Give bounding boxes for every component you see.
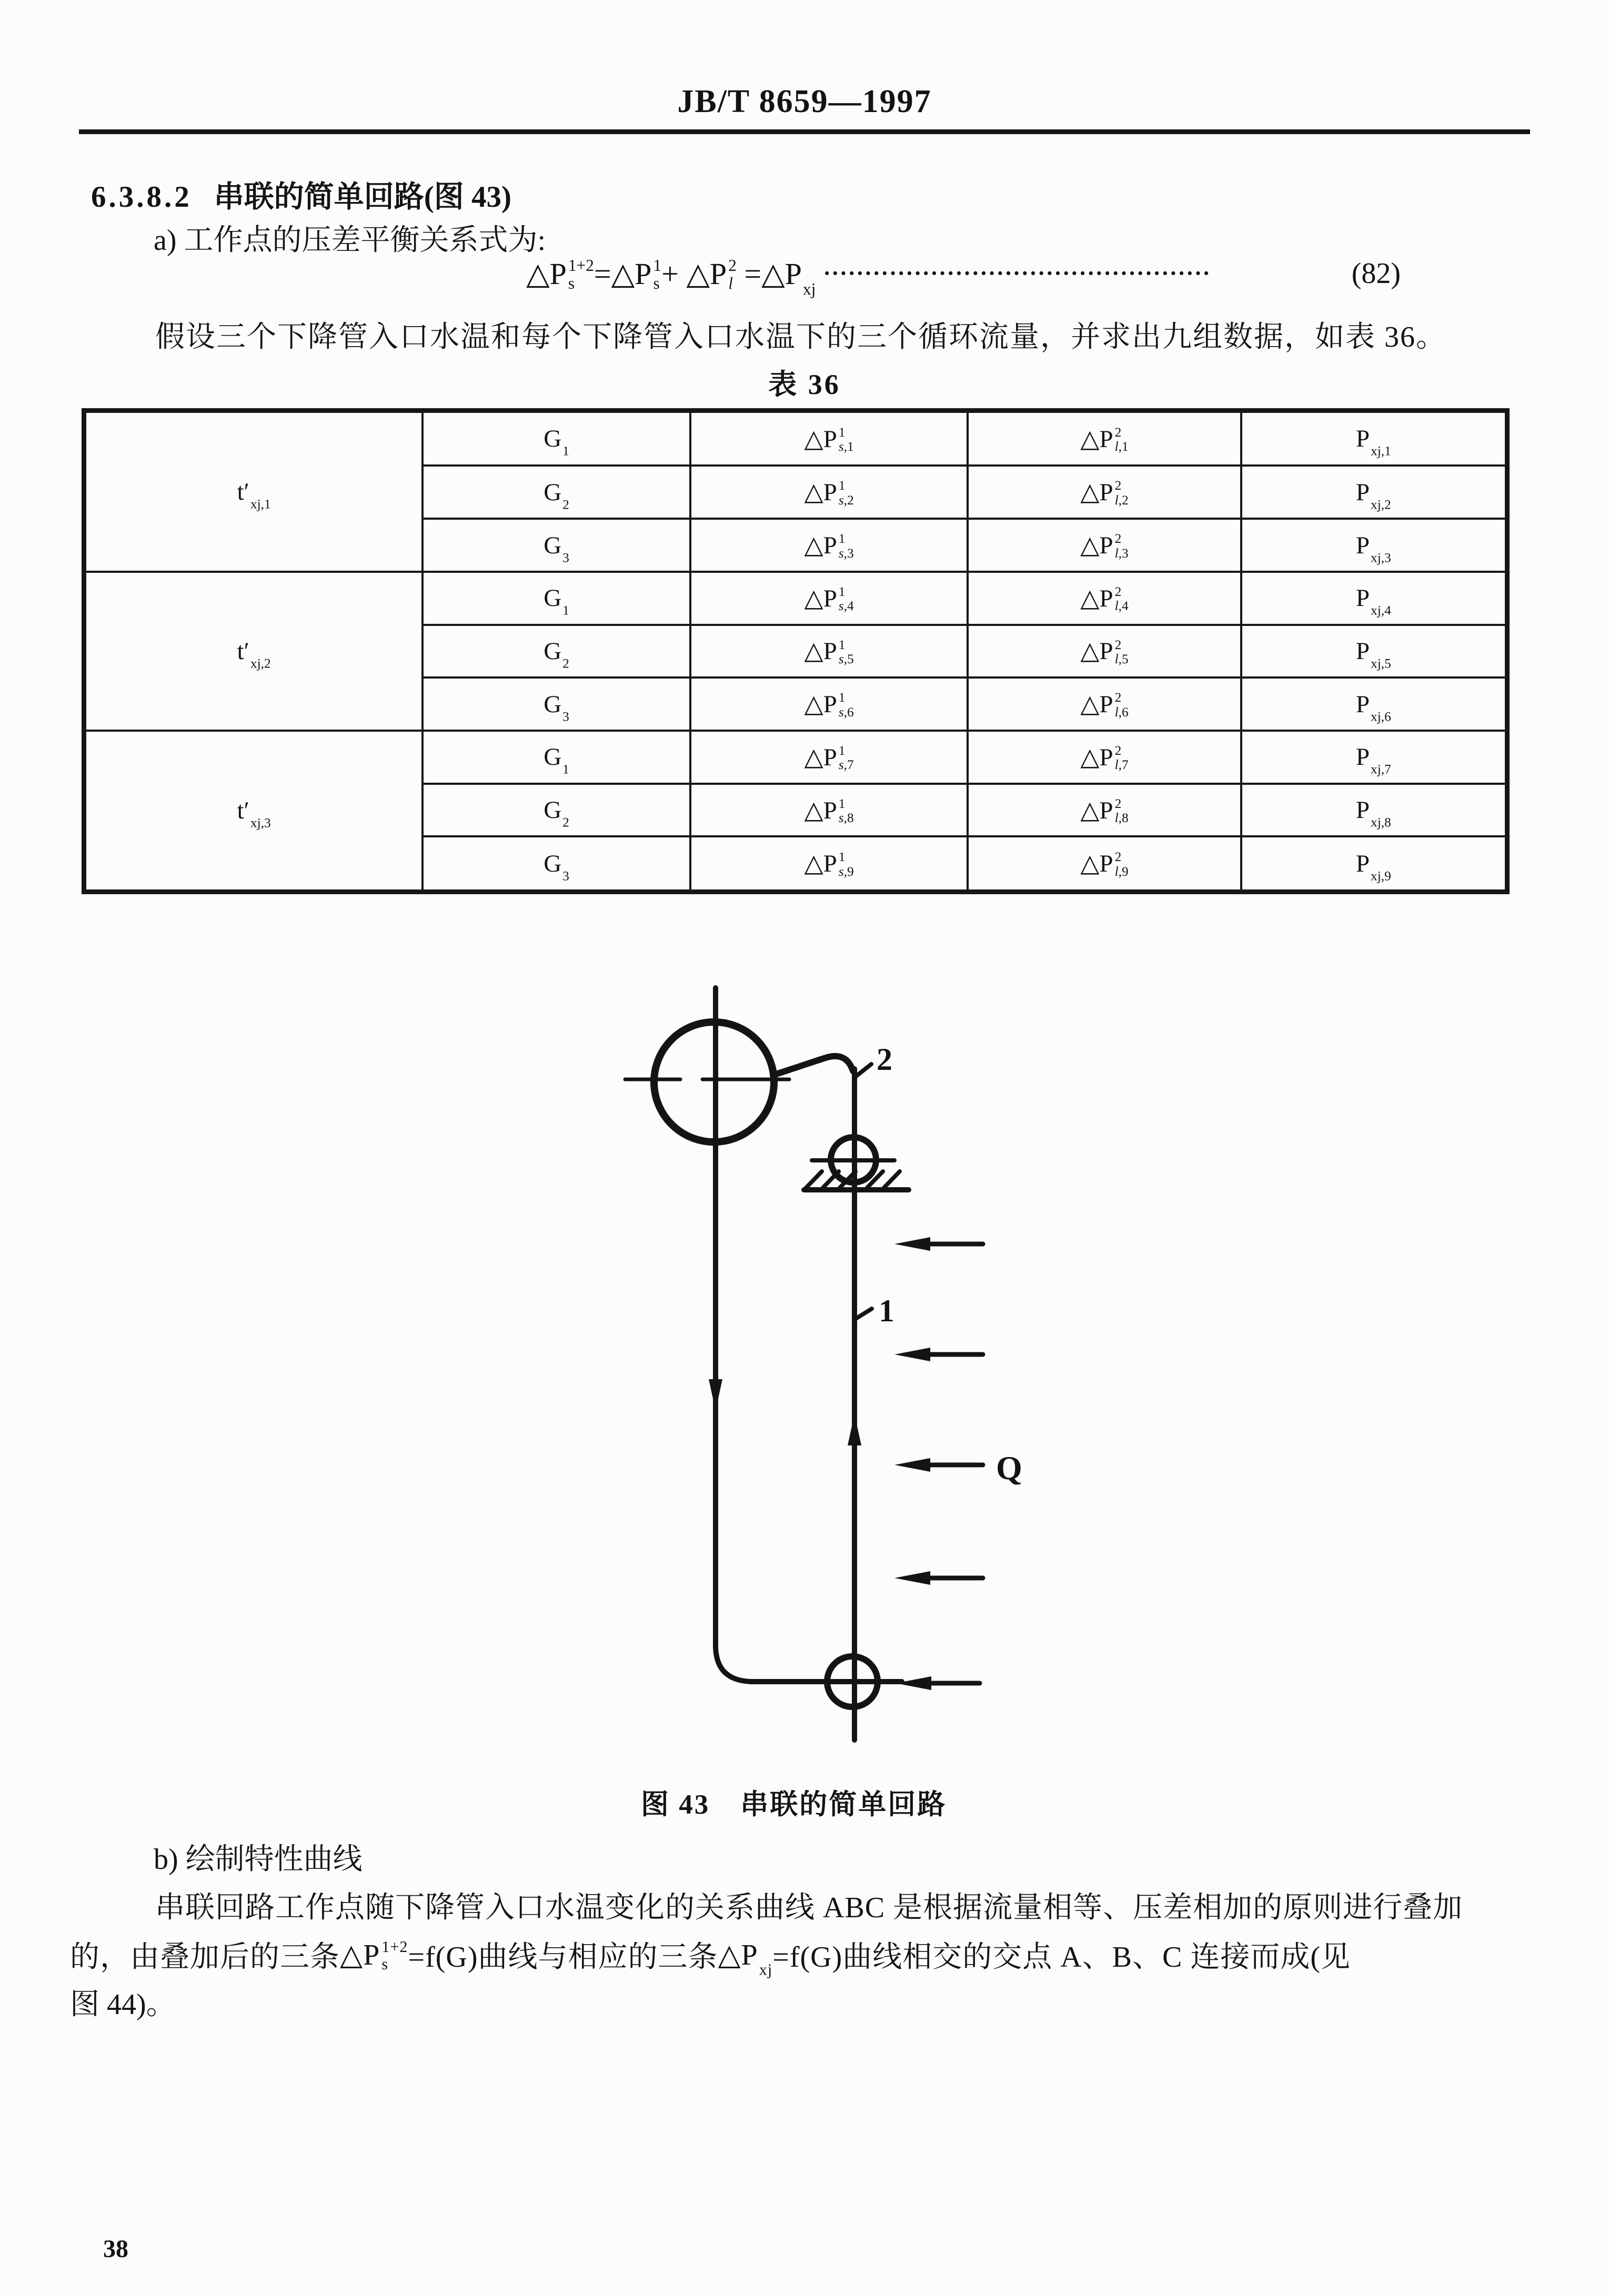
pxj-cell xyxy=(1241,572,1507,625)
section-heading xyxy=(91,173,511,216)
equation-terms xyxy=(526,256,816,299)
math-term: △P 1+2 s xyxy=(526,256,594,292)
pxj-cell xyxy=(1241,677,1507,731)
math-term: △P 1 s,6 xyxy=(804,690,854,720)
heat-arrow-icon xyxy=(894,1348,983,1361)
math-term: 的，由叠加后的三条 xyxy=(70,1941,340,1974)
equation-dot-leader: ··············································· xyxy=(823,260,1211,286)
section-number: 6.3.8.2 xyxy=(91,180,192,214)
math-term: △P 2 l,5 xyxy=(1080,637,1129,666)
math-term: △P 1 s,3 xyxy=(804,531,854,561)
heat-arrow-icon xyxy=(894,1237,983,1251)
intro-paragraph: 假设三个下降管入口水温和每个下降管入口水温下的三个循环流量，并求出九组数据，如表 36。 xyxy=(155,321,1446,353)
math-term: G 1 xyxy=(544,584,569,618)
math-term: G 3 xyxy=(544,531,569,565)
pxj-cell xyxy=(1241,519,1507,572)
dpl-cell xyxy=(968,836,1241,892)
dpl-cell xyxy=(968,677,1241,731)
dps-cell xyxy=(690,677,968,731)
pxj-cell xyxy=(1241,466,1507,519)
dps-cell xyxy=(690,411,968,466)
math-term: P xj,1 xyxy=(1355,425,1391,459)
flow-cell xyxy=(423,731,690,784)
item-b-text: b) 绘制特性曲线 xyxy=(154,1843,363,1876)
math-term: + xyxy=(661,256,687,291)
dps-cell xyxy=(690,519,968,572)
math-term: △P 2 l,1 xyxy=(1080,424,1129,454)
flow-cell xyxy=(423,519,690,572)
math-term: t′ xj,3 xyxy=(237,797,271,831)
math-term: △P 1+2 s xyxy=(340,1938,408,1973)
math-term: P xj,6 xyxy=(1355,690,1391,724)
math-term: =f(G)曲线相交的交点 A、B、C 连接而成(见 xyxy=(772,1941,1351,1974)
flow-arrow-up-icon xyxy=(848,1414,861,1445)
flow-cell xyxy=(423,572,690,625)
figure-caption-title: 串联的简单回路 xyxy=(740,1789,947,1820)
math-term: △P 2 l,8 xyxy=(1080,796,1129,826)
flow-cell xyxy=(423,677,690,731)
math-term: = xyxy=(736,256,762,291)
table-row xyxy=(84,411,1507,466)
dps-cell xyxy=(690,625,968,678)
page-number: 38 xyxy=(103,2235,128,2263)
para-b-line3: 图 44)。 xyxy=(70,1988,176,2021)
math-term: P xj,3 xyxy=(1355,531,1391,565)
pxj-cell xyxy=(1241,411,1507,466)
figure-label-2: 2 xyxy=(877,1042,892,1077)
flow-cell xyxy=(423,836,690,892)
math-term: G 1 xyxy=(544,743,569,777)
math-term: P xj,2 xyxy=(1355,478,1391,512)
math-term: △P xj xyxy=(761,257,816,299)
flow-cell xyxy=(423,466,690,519)
temp-cell xyxy=(84,572,423,731)
dpl-cell xyxy=(968,466,1241,519)
dpl-cell xyxy=(968,572,1241,625)
section-title: 串联的简单回路(图 43) xyxy=(214,180,511,214)
math-term: G 2 xyxy=(544,478,569,512)
dpl-cell xyxy=(968,411,1241,466)
math-term: P xj,5 xyxy=(1355,637,1391,671)
math-term: △P 2 l,6 xyxy=(1080,690,1129,720)
math-term: △P 1 s xyxy=(611,256,662,292)
math-term: = xyxy=(594,256,611,291)
math-term: △P 2 l,7 xyxy=(1080,743,1129,773)
math-term: △P 1 s,1 xyxy=(804,424,854,454)
pxj-cell xyxy=(1241,731,1507,784)
math-term: P xj,8 xyxy=(1355,796,1391,830)
dpl-cell xyxy=(968,519,1241,572)
math-term: P xj,4 xyxy=(1355,584,1391,618)
figure-caption xyxy=(641,1782,947,1822)
dpl-cell xyxy=(968,784,1241,837)
bottom-elbow-pipe xyxy=(716,1645,753,1682)
heat-arrow-icon xyxy=(896,1676,980,1690)
flow-arrow-down-icon xyxy=(709,1379,722,1411)
table-row xyxy=(84,731,1507,784)
dps-cell xyxy=(690,784,968,837)
math-term: △P xj xyxy=(718,1938,773,1979)
math-term: G 3 xyxy=(544,690,569,724)
q-label: Q xyxy=(996,1449,1022,1486)
dpl-cell xyxy=(968,625,1241,678)
table36-label: 表 36 xyxy=(768,369,841,400)
math-term: =f(G)曲线与相应的三条 xyxy=(408,1941,718,1974)
table36 xyxy=(82,408,1510,894)
heat-arrow-icon xyxy=(894,1571,983,1585)
para-b-line2 xyxy=(70,1934,1351,1979)
math-term: P xj,9 xyxy=(1355,849,1391,884)
para-b-line1: 串联回路工作点随下降管入口水温变化的关系曲线 ABC 是根据流量相等、压差相加的原则进行叠加 xyxy=(155,1892,1463,1924)
math-term: P xj,7 xyxy=(1355,743,1391,777)
math-term: t′ xj,2 xyxy=(237,637,271,671)
flow-cell xyxy=(423,411,690,466)
math-term: △P 2 l xyxy=(686,256,737,292)
pxj-cell xyxy=(1241,784,1507,837)
pxj-cell xyxy=(1241,625,1507,678)
math-term: △P 2 l,9 xyxy=(1080,849,1129,879)
dps-cell xyxy=(690,731,968,784)
math-term: △P 2 l,3 xyxy=(1080,531,1129,561)
math-term: G 2 xyxy=(544,637,569,671)
dps-cell xyxy=(690,572,968,625)
figure-caption-number: 图 43 xyxy=(641,1789,710,1820)
math-term: G 1 xyxy=(544,425,569,459)
math-term: △P 1 s,8 xyxy=(804,796,854,826)
dps-cell xyxy=(690,836,968,892)
pxj-cell xyxy=(1241,836,1507,892)
drum-outlet-pipe xyxy=(773,1056,853,1075)
flow-cell xyxy=(423,625,690,678)
math-term: △P 2 l,4 xyxy=(1080,584,1129,614)
flow-cell xyxy=(423,784,690,837)
standard-number-header: JB/T 8659—1997 xyxy=(677,84,932,119)
equation-number: (82) xyxy=(1351,257,1401,290)
temp-cell xyxy=(84,411,423,572)
math-term: △P 1 s,9 xyxy=(804,849,854,879)
math-term: △P 1 s,7 xyxy=(804,743,854,773)
equation-82 xyxy=(526,248,1401,299)
math-term: t′ xj,1 xyxy=(237,478,271,512)
item-a-text: a) 工作点的压差平衡关系式为: xyxy=(154,224,546,257)
table-row xyxy=(84,572,1507,625)
figure43-diagram xyxy=(579,973,1105,1746)
label-1-leader xyxy=(857,1309,872,1318)
math-term: △P 1 s,2 xyxy=(804,478,854,508)
math-term: △P 2 l,2 xyxy=(1080,478,1129,508)
figure-label-1: 1 xyxy=(879,1293,894,1328)
header-rule xyxy=(79,129,1530,134)
temp-cell xyxy=(84,731,423,892)
math-term: G 3 xyxy=(544,849,569,884)
heat-arrow-icon xyxy=(894,1458,983,1472)
math-term: △P 1 s,4 xyxy=(804,584,854,614)
math-term: △P 1 s,5 xyxy=(804,637,854,666)
dpl-cell xyxy=(968,731,1241,784)
dps-cell xyxy=(690,466,968,519)
label-2-leader xyxy=(856,1064,871,1076)
math-term: G 2 xyxy=(544,796,569,830)
